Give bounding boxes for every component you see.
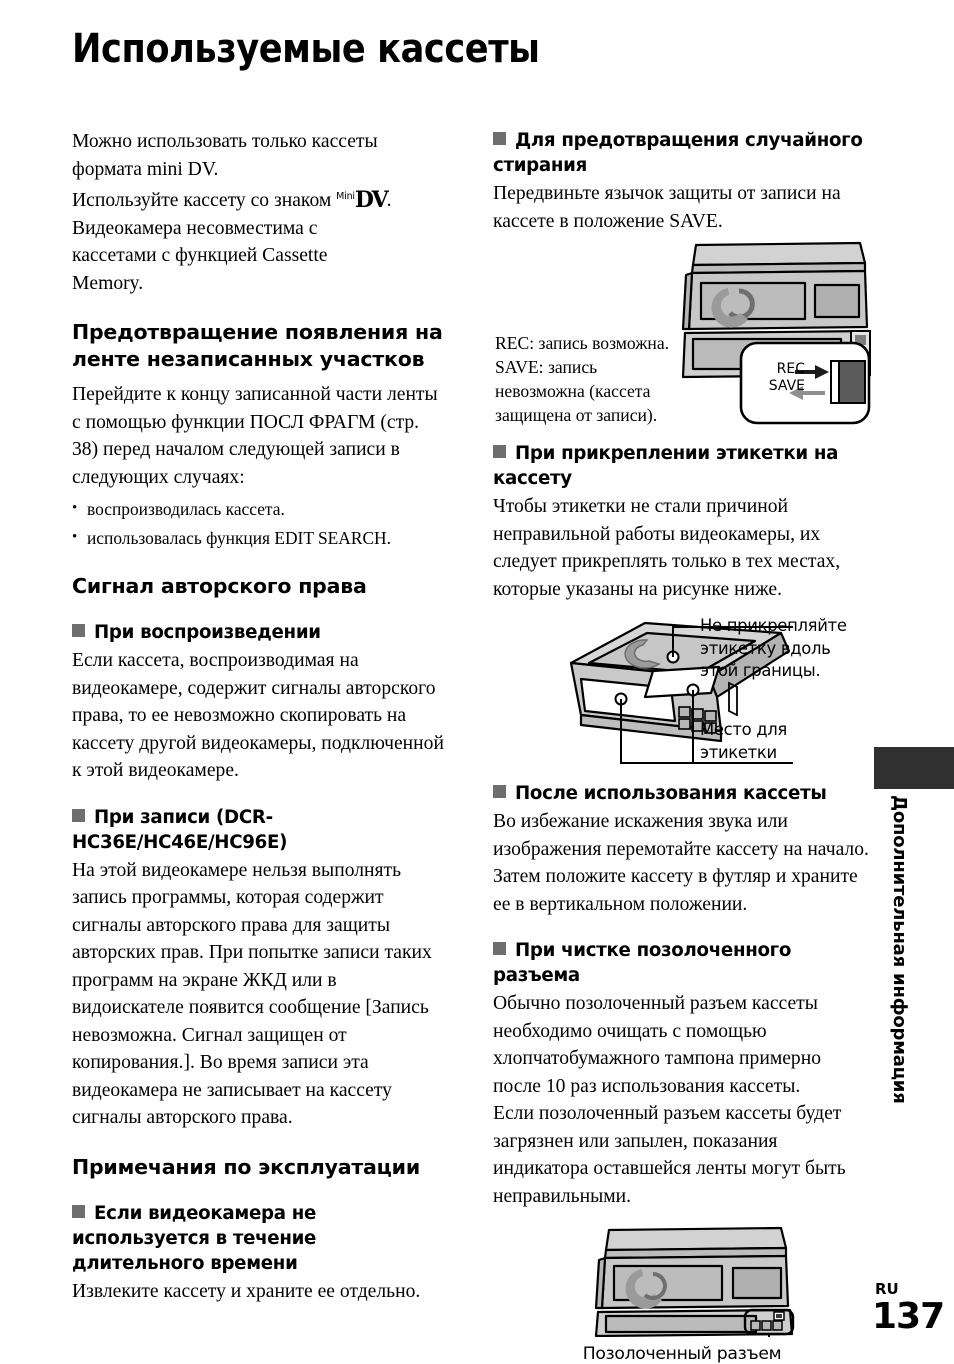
subheading-prevent-erase (493, 128, 871, 178)
heading-blank-sections: Предотвращение появления на ленте незаписанных участков (72, 320, 443, 371)
subheading-long-term-storage-label: Если видеокамера не используется в течение длительного времени (72, 1202, 317, 1274)
rec-save-caption-line-4: защищена от записи). (495, 405, 658, 425)
intro-line-5: кассетами с функцией Cassette (72, 245, 328, 266)
subheading-attaching-label-text: При прикреплении этикетки на кассету (493, 443, 839, 489)
left-column (72, 128, 450, 1305)
subheading-during-recording-label: При записи (DCR-HC36E/HC46E/HC96E) (72, 806, 288, 853)
right-column (493, 128, 871, 1362)
page-title: Используемые кассеты (72, 26, 540, 72)
side-tab-marker (874, 747, 954, 789)
intro-line-6: Memory. (72, 272, 144, 294)
during-playback-body: Если кассета, воспроизводимая на видеокамере, содержит сигналы авторского права, то ее невозможно скопировать на кассету другой видеокамеры, подключенной к этой видеокамере. (72, 650, 444, 781)
list-item: • воспроизводилась кассета. (72, 497, 450, 522)
switch-label-rec: REC (776, 361, 805, 377)
callout-do-not-attach-line-1: Не прикрепляйте (700, 616, 847, 635)
subheading-connector-cleaning-label: При чистке позолоченного разъема (493, 940, 792, 986)
square-bullet-icon (72, 624, 85, 637)
connector-cleaning-body-1: Обычно позолоченный разъем кассеты необходимо очищать с помощью хлопчатобумажного тампона примерно после 10 раз использования кассеты. (493, 993, 821, 1097)
figure-gold-connector (493, 1222, 871, 1362)
square-bullet-icon (493, 132, 506, 145)
heading-copyright-signal: Сигнал авторского права (72, 574, 367, 598)
heading-usage-notes: Примечания по эксплуатации (72, 1154, 421, 1179)
rec-save-caption (495, 331, 705, 427)
during-recording-body: На этой видеокамере нельзя выполнять запись программы, которая содержит сигналы авторского права для защиты авторских прав. При попытке записи таких программ на экране ЖКД или в видоискателе появится сообщение [Запись невозможна. Сигнал защищен от копирования.]. Во время записи эта видеокамера не записывает на кассету сигналы авторского права. (72, 859, 432, 1128)
callout-do-not-attach-line-3: этой границы. (700, 661, 821, 680)
intro-line-2: формата mini DV. (72, 158, 219, 180)
minidv-mini-text: Mini (336, 191, 355, 202)
square-bullet-icon (72, 1205, 85, 1218)
subheading-after-use (493, 781, 871, 806)
switch-label-save: SAVE (768, 378, 805, 394)
long-term-storage-body: Извлеките кассету и храните ее отдельно. (72, 1280, 421, 1302)
subheading-after-use-label: После использования кассеты (515, 783, 827, 804)
subheading-during-recording (72, 805, 450, 855)
subheading-attaching-label (493, 441, 871, 491)
callout-label-area-line-1: Место для (700, 720, 787, 739)
subheading-prevent-erase-label: Для предотвращения случайного стирания (493, 130, 863, 176)
connector-cleaning-body-2: Если позолоченный разъем кассеты будет загрязнен или запылен, показания индикатора оставшейся ленты могут быть неправильными. (493, 1103, 846, 1207)
square-bullet-icon (493, 785, 506, 798)
switch-labels (757, 361, 805, 395)
attaching-label-body: Чтобы этикетки не стали причиной неправильной работы видеокамеры, их следует прикреплять только в тех местах, которые указаны на рисунке ниже. (493, 496, 841, 600)
callout-do-not-attach-line-2: этикетку вдоль (700, 638, 831, 658)
subheading-long-term-storage (72, 1201, 450, 1276)
list-item: • использовалась функция EDIT SEARCH. (72, 526, 450, 551)
intro-line-4: Видеокамера несовместима с (72, 217, 318, 239)
gold-connector-caption: Позолоченный разъем (582, 1344, 782, 1364)
side-tab-label: Дополнительная информация (889, 795, 910, 1104)
page-number: 137 (872, 1296, 945, 1337)
blank-sections-bullet-list (72, 497, 450, 551)
intro-line-1: Можно использовать только кассеты (72, 131, 378, 152)
square-bullet-icon (493, 445, 506, 458)
blank-sections-body: Перейдите к концу записанной части ленты с помощью функции ПОСЛ ФРАГМ (стр. 38) перед началом следующей записи в следующих случаях: (72, 384, 438, 488)
rec-save-caption-line-2: SAVE: запись (495, 357, 598, 377)
callout-label-area-line-2: этикетки (700, 742, 777, 762)
subheading-connector-cleaning (493, 938, 871, 988)
square-bullet-icon (72, 809, 85, 822)
after-use-body: Во избежание искажения звука или изображения перемотайте кассету на начало. Затем положите кассету в футляр и храните ее в вертикальном положении. (493, 811, 869, 915)
square-bullet-icon (493, 942, 506, 955)
subheading-during-playback-label: При воспроизведении (94, 622, 321, 643)
prevent-erase-body: Передвиньте язычок защиты от записи на кассете в положение SAVE. (493, 183, 841, 232)
minidv-logo (336, 183, 386, 215)
figure-label-placement (493, 611, 871, 779)
intro-paragraph (72, 128, 450, 297)
gold-connector-illustration (493, 1222, 871, 1337)
callout-label-area (700, 719, 870, 764)
intro-line-3: Используйте кассету со знаком (72, 190, 337, 211)
figure-write-protect-tab (493, 235, 871, 435)
minidv-dv-text: DV (354, 187, 387, 213)
subheading-during-playback (72, 620, 450, 645)
rec-save-caption-line-1: REC: запись возможна. (495, 333, 670, 353)
locale-code: RU (875, 1280, 899, 1298)
rec-save-caption-line-3: невозможна (кассета (495, 381, 651, 401)
callout-do-not-attach (700, 615, 870, 683)
intro-line-3-tail: . (386, 190, 392, 211)
